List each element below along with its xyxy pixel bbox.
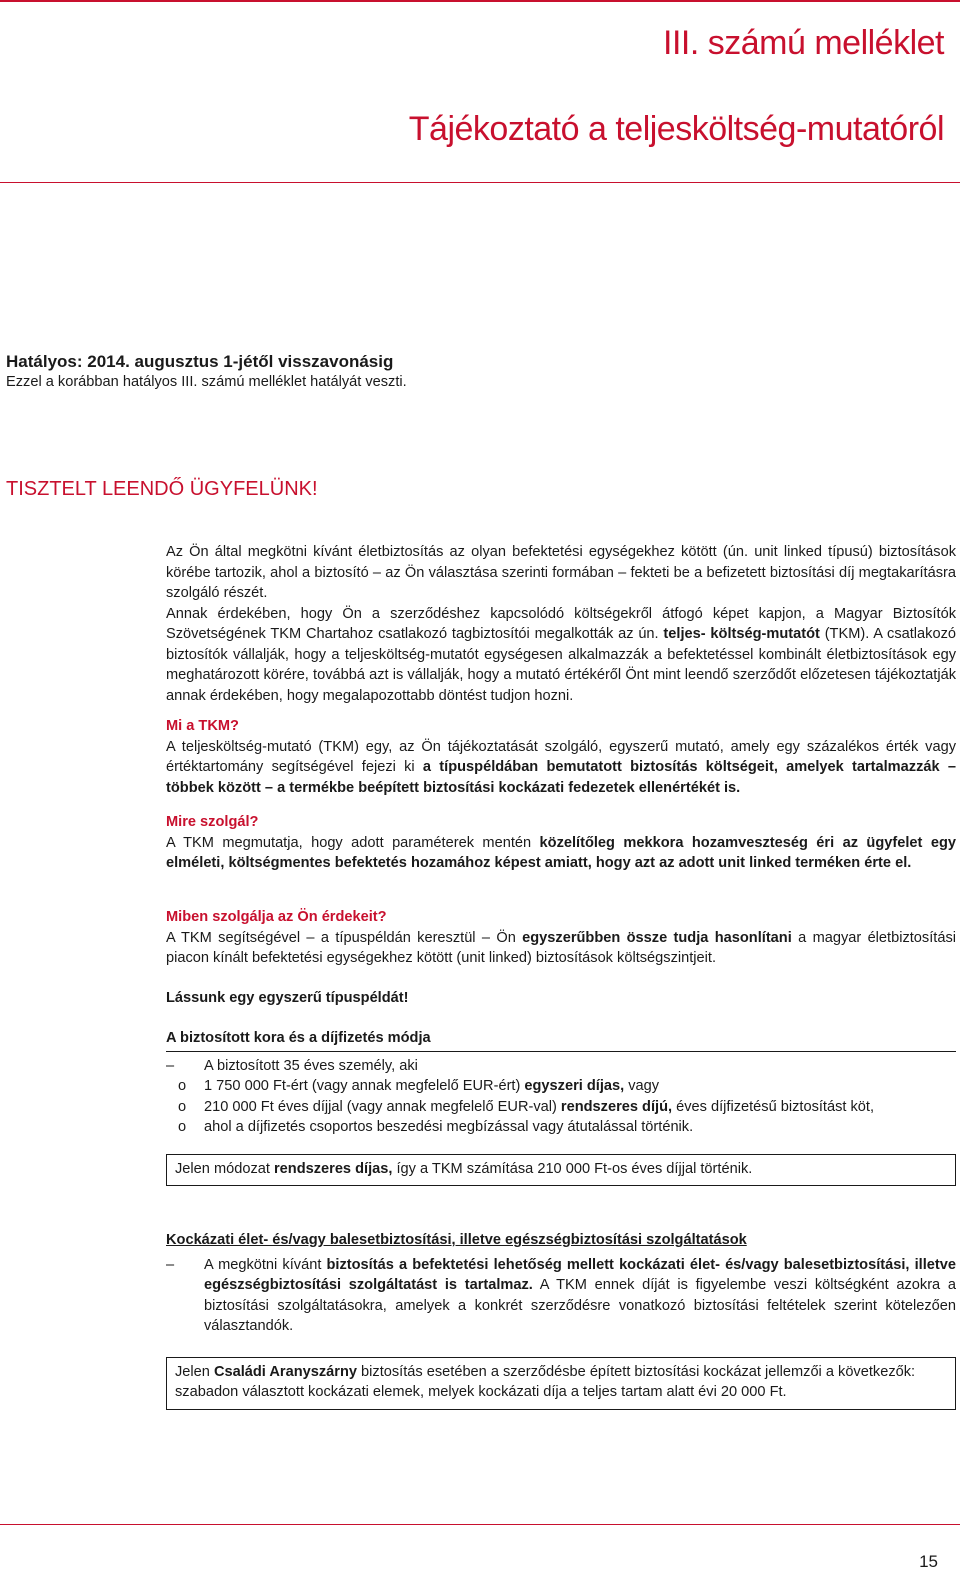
- list-item-text: A biztosított 35 éves személy, aki: [204, 1057, 418, 1074]
- interest-paragraph: A TKM segítségével – a típuspéldán keresztül – Ön egyszerűbben össze tudja hasonlítani a magyar életbiztosítási piacon kínált befektetési egységekhez kötött (unit linked) biztosítások költségszintjeit.: [166, 929, 956, 966]
- list-item: [166, 1076, 956, 1097]
- page-number: 15: [919, 1552, 938, 1571]
- risk-section-heading: Kockázati élet- és/vagy balesetbiztosítási, illetve egészségbiztosítási szolgáltatások: [166, 1232, 747, 1248]
- list-item-text: 1 750 000 Ft-ért (vagy annak megfelelő EUR-ért) egyszeri díjas, vagy: [204, 1078, 660, 1094]
- footer-rule: [0, 1524, 960, 1525]
- intro-paragraph: Az Ön által megkötni kívánt életbiztosítás az olyan befektetési egységekhez kötött (ún. unit linked típusú) biztosítások körébe tartozik, ahol a biztosító – az Ön választása szerinti formában – fekteti be a befizetett biztosítási díj megtakarításra szolgáló részét.: [166, 544, 956, 601]
- purpose-paragraph: A TKM megmutatja, hogy adott paraméterek mentén közelítőleg mekkora hozamveszteség éri az ügyfelet egy elméleti, költségmentes befektetés hozamához képest amiatt, hogy azt az adott unit linked terméken érte el.: [166, 834, 956, 871]
- list-item-text: A megkötni kívánt biztosítás a befektetési lehetőség mellett kockázati élet- és/vagy balesetbiztosítási, illetve egészségbiztosítási szolgáltatást is tartalmaz. A TKM ennek díját is figyelembe veszi költségként azokra a biztosítási szolgáltatásokra, amelyek a konkrét szerződésre vonatkozó biztosítási feltételek szerint kötelezően választandók.: [204, 1256, 956, 1334]
- what-paragraph: A teljesköltség-mutató (TKM) egy, az Ön tájékoztatását szolgáló, egyszerű mutató, amely egy százalékos érték vagy értéktartomány segítségével fejezi ki a típuspéldában bemutatott biztosítás költségeit, amelyek tartalmazzák – többek között – a termékbe beépített biztosítási kockázati fedezetek ellenértékét is.: [166, 738, 956, 796]
- validity-note: Ezzel a korábban hatályos III. számú melléklet hatályát veszti.: [6, 374, 407, 390]
- section-heading: Mi a TKM?: [166, 718, 239, 734]
- risk-section: [166, 1230, 956, 1410]
- list-item-text: 210 000 Ft éves díjjal (vagy annak megfelelő EUR-val) rendszeres díjú, éves díjfizetésű biztosítást köt,: [204, 1098, 875, 1115]
- greeting-heading: TISZTELT LEENDŐ ÜGYFELÜNK!: [6, 478, 318, 500]
- section-heading: Miben szolgálja az Ön érdekeit?: [166, 909, 387, 925]
- document-title: Tájékoztató a teljesköltség-mutatóról: [408, 110, 944, 148]
- intro-paragraph-2: Annak érdekében, hogy Ön a szerződéshez kapcsolódó költségekről átfogó képet kapjon, a Magyar Biztosítók Szövetségének TKM Chartahoz csatlakozó tagbiztosítói megalkották az ún. teljes- költség-mutatót (TKM). A csatlakozó biztosítók vállalják, hogy a teljesköltség-mutatót egységesen alkalmazzák a befektetéssel kombinált életbiztosítások egy meghatározott körére, továbbá azt is vállalják, hogy a mutató értékéről Önt mint leendő szerződőt előzetesen tájékoztatják annak érdekében, hogy megalapozottabb döntést tudjon hozni.: [166, 605, 956, 704]
- bullet-marker: o: [178, 1078, 187, 1094]
- bullet-marker: o: [178, 1098, 187, 1115]
- interest-section: [166, 907, 956, 969]
- list-item: [166, 1056, 956, 1077]
- purpose-section: [166, 812, 956, 874]
- what-section: [166, 716, 956, 798]
- list-item: [166, 1117, 956, 1138]
- validity-line: Hatályos: 2014. augusztus 1-jétől visszavonásig: [6, 352, 394, 371]
- age-section-heading: A biztosított kora és a díjfizetés módja: [166, 1028, 956, 1052]
- header-rule: [0, 182, 960, 183]
- info-box: Jelen Családi Aranyszárny biztosítás esetében a szerződésbe épített biztosítási kockázat jellemzői a következők: szabadon választott kockázati elemek, melyek kockázati díja a teljes tartam alatt évi 20 000 Ft.: [166, 1357, 956, 1410]
- top-rule: [0, 0, 960, 2]
- age-section: [166, 1028, 956, 1186]
- bullet-marker: o: [178, 1119, 187, 1135]
- list-item: [166, 1097, 956, 1118]
- annex-title: III. számú melléklet: [663, 24, 944, 62]
- intro-section: [166, 542, 956, 706]
- list-item-text: ahol a díjfizetés csoportos beszedési megbízással vagy átutalással történik.: [204, 1119, 694, 1135]
- example-heading: [166, 988, 956, 1009]
- section-heading: Mire szolgál?: [166, 814, 259, 830]
- info-box: Jelen módozat rendszeres díjas, így a TKM számítása 210 000 Ft-os éves díjjal történik.: [166, 1154, 956, 1187]
- dash-marker: –: [166, 1256, 175, 1273]
- dash-marker: –: [166, 1057, 175, 1074]
- list-item: [166, 1255, 956, 1337]
- example-heading-text: Lássunk egy egyszerű típuspéldát!: [166, 990, 409, 1006]
